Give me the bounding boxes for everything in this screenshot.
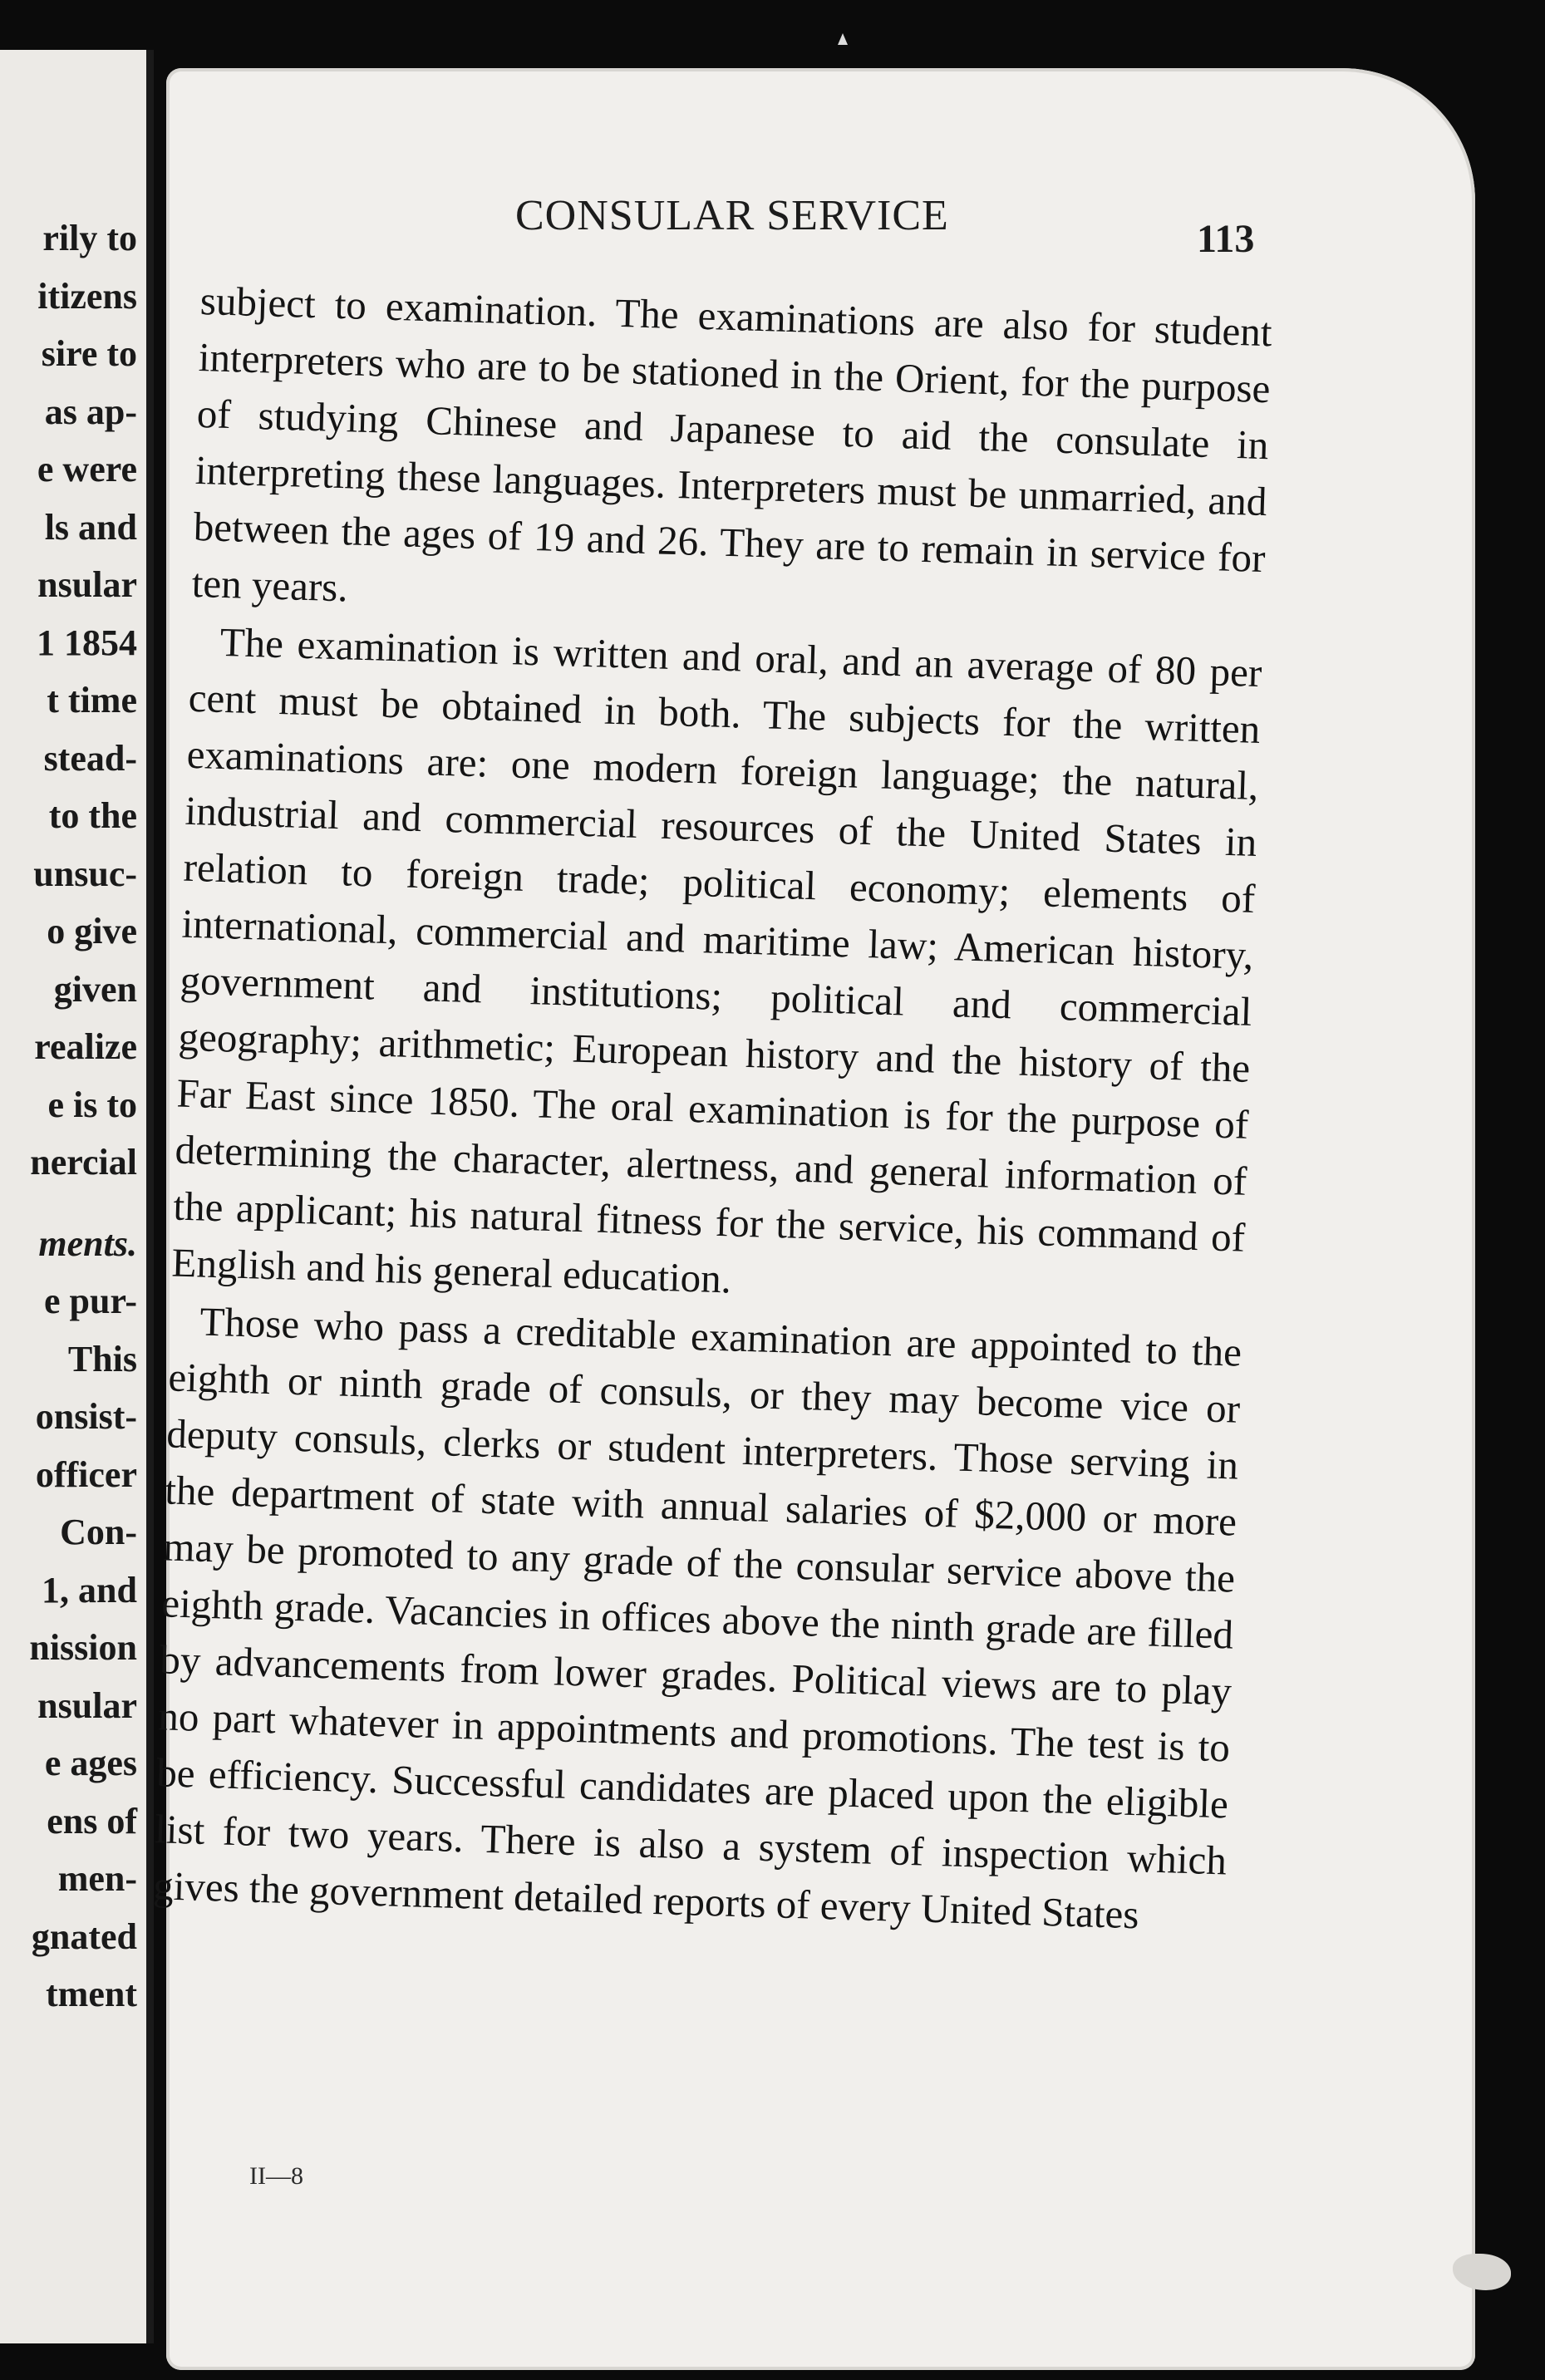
left-page-line: unsuc- bbox=[33, 853, 137, 894]
left-page-line: itizens bbox=[37, 275, 137, 317]
left-page-line: tment bbox=[46, 1974, 137, 2014]
left-page-line: ls and bbox=[44, 506, 137, 548]
page-body bbox=[152, 273, 1272, 1947]
page-number: 113 bbox=[1197, 217, 1255, 261]
book-page bbox=[152, 68, 1475, 2370]
left-page-line: e is to bbox=[47, 1084, 137, 1125]
book-gutter bbox=[146, 50, 154, 2343]
left-page-line: nission bbox=[29, 1627, 137, 1668]
left-page-line: t time bbox=[47, 680, 137, 720]
left-page-line: 1, and bbox=[42, 1569, 137, 1610]
left-page-line: This bbox=[67, 1338, 137, 1379]
left-page-line: ments. bbox=[38, 1222, 137, 1264]
left-page-line: Con- bbox=[60, 1512, 137, 1552]
left-page-line: gnated bbox=[31, 1915, 137, 1957]
paragraph-2: The examination is written and oral, and an average of 80 per cent must be obtained in both. The subjects for the written examinations are: one modern foreign language; the natural, industrial and commercial resources of the United States in relation to foreign trade; political economy; elements of international, commercial and maritime law; American history, government and institutions; political and commercial geography; arithmetic; European history and the history of the Far East since 1850. The oral examination is for the purpose of determining the character, alertness, and general information of the applicant; his natural fitness for the service, his command of English and his general education. bbox=[170, 618, 1263, 1302]
left-page-line: nsular bbox=[37, 1684, 137, 1726]
left-page-line: as ap- bbox=[44, 391, 137, 432]
left-page-line: o give bbox=[47, 911, 137, 952]
left-page-line: rily to bbox=[42, 218, 137, 258]
left-page-line: 1 1854 bbox=[37, 622, 137, 663]
left-page-line: nercial bbox=[30, 1142, 137, 1183]
left-page-line: stead- bbox=[43, 737, 137, 779]
left-page-line: nsular bbox=[37, 564, 137, 605]
top-tick-mark bbox=[838, 33, 848, 45]
left-page-line: onsist- bbox=[35, 1396, 137, 1437]
left-page-line: officer bbox=[35, 1453, 137, 1495]
signature-mark: II—8 bbox=[249, 2162, 303, 2190]
left-page-line: men- bbox=[57, 1858, 137, 1899]
paragraph-1: subject to examination. The examinations are also for student interpreters who are to be stationed in the Orient, for the purpose of studying Chinese and Japanese to aid the consulate in interpreting these languages. Interpreters must be unmarried, and between the ages of 19 and 26. They are to remain in service for ten years. bbox=[191, 277, 1273, 611]
paragraph-3: Those who pass a creditable examination are appointed to the eighth or ninth grade of consuls, or they may become vice or deputy consuls, clerks or student interpreters. Those serving in the department of state with annual salaries of $2,000 or more may be promoted to any grade of the consular service above the eighth grade. Vacancies in offices above the ninth grade are filled by advancements from lower grades. Political views are to play no part whatever in appointments and promotions. The test is to be efficiency. Successful candidates are placed upon the eligible list for two years. There is also a system of inspection which gives the government detailed reports of every United States bbox=[152, 1298, 1242, 1938]
left-page-line: sire to bbox=[41, 333, 137, 374]
left-page-line: given bbox=[53, 968, 137, 1010]
left-page-line: realize bbox=[34, 1026, 137, 1067]
running-header: CONSULAR SERVICE bbox=[515, 192, 949, 239]
left-page-line: ens of bbox=[47, 1800, 137, 1842]
left-page-fragment bbox=[0, 50, 154, 2343]
left-page-line: e ages bbox=[44, 1743, 137, 1783]
left-page-line: to the bbox=[48, 795, 137, 836]
left-page-line: e were bbox=[37, 449, 137, 489]
left-page-line: e pur- bbox=[43, 1281, 137, 1321]
